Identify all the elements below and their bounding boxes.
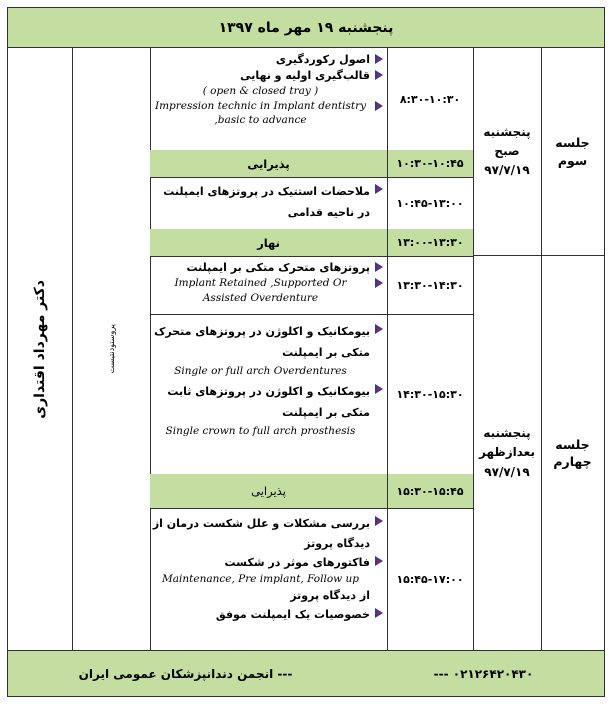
topic-cell: [151, 260, 384, 312]
topic-en: Impression technic in Implant dentistry ,basic to advance: [154, 99, 367, 127]
day-afternoon-cell: [473, 256, 541, 650]
session-3-label: جلسه: [555, 135, 590, 150]
day-part: صبح: [494, 143, 520, 158]
break-label: نهار: [257, 235, 280, 250]
topic-en: Maintenance, Pre implant, Follow up: [162, 573, 359, 586]
specialty-label: پروستودنتیست: [106, 324, 116, 374]
topic-fa: بیومکانیک و اکلوژن در پروتزهای ثابت متکی بر ایمپلنت: [167, 385, 370, 420]
list-item: [151, 68, 384, 99]
time-cell: ۱۳:۳۰-۱۴:۳۰: [396, 278, 464, 292]
specialty-cell: [72, 48, 150, 650]
topic-cell: [151, 322, 384, 472]
topic-fa: از دیدگاه پروتز: [290, 588, 370, 602]
topic-fa: اصول رکوردگیری: [275, 53, 370, 66]
time-cell: ۱۵:۴۵-۱۷:۰۰: [396, 572, 464, 586]
page-title: پنجشنبه ۱۹ مهر ماه ۱۳۹۷: [218, 19, 394, 36]
topic-en: Single or full arch Overdentures: [174, 364, 347, 377]
day-name: پنجشنبه: [483, 124, 531, 139]
list-item: [151, 382, 384, 438]
bullet-icon: [374, 384, 384, 394]
session-4-number: چهارم: [553, 454, 592, 469]
col-divider: [387, 229, 388, 256]
topic-fa: قالب‌گیری اولیه و نهایی: [240, 68, 370, 82]
time-cell: ۱۵:۳۰-۱۵:۴۵: [396, 484, 464, 498]
break-label: پذیرایی: [251, 484, 286, 498]
header-band: [8, 8, 604, 48]
session-4-cell: [541, 256, 604, 650]
bullet-icon: [374, 516, 384, 526]
time-cell: ۸:۳۰-۱۰:۳۰: [399, 92, 461, 106]
session-4-label: جلسه: [555, 436, 590, 452]
session-3-number: سوم: [557, 152, 588, 168]
footer-org: --- انجمن دندانپزشکان عمومی ایران: [78, 666, 293, 681]
list-item: [151, 554, 384, 606]
day-date: ۹۷/۷/۱۹: [484, 163, 530, 178]
topic-en: Implant Retained ,Supported Or Assisted Overdenture: [174, 276, 347, 304]
list-item: [151, 322, 384, 378]
topic-fa: بیومکانیک و اکلوژن در پروتزهای متحرک متکی بر ایمپلنت: [154, 325, 370, 359]
bullet-icon: [374, 324, 384, 334]
bullet-icon: [374, 608, 384, 618]
session-3-cell: [541, 48, 604, 256]
bullet-icon: [374, 101, 384, 111]
list-item: [151, 52, 384, 68]
list-item: [151, 182, 384, 224]
topic-cell: [151, 182, 384, 227]
col-divider: [387, 150, 388, 177]
day-date: ۹۷/۷/۱۹: [484, 464, 530, 479]
break-label: پذیرایی: [247, 156, 290, 171]
time-cell: ۱۰:۴۵-۱۳:۰۰: [396, 196, 464, 210]
day-name: پنجشنبه: [483, 426, 531, 441]
day-morning-cell: [473, 48, 541, 256]
topic-fa: ملاحضات استتیک در پروتزهای ایمپلنت در ناحیه قدامی: [163, 185, 370, 219]
time-cell: ۱۰:۳۰-۱۰:۴۵: [396, 157, 464, 170]
list-item: [151, 99, 384, 128]
bullet-icon: [374, 556, 384, 566]
topic-en: ( open & closed tray ): [202, 84, 319, 97]
lecturer-name: دکتر مهرداد اقتداری: [32, 279, 48, 419]
bullet-icon: [374, 262, 384, 272]
col-divider: [387, 474, 388, 508]
topic-en: Single crown to full arch prosthesis: [165, 425, 356, 438]
list-item: [151, 606, 384, 625]
topic-fa: خصوصیات یک ایمپلنت موفق: [215, 607, 370, 621]
topic-fa: فاکتورهای موثر در شکست: [224, 555, 370, 569]
topic-fa: پروتزهای متحرک متکی بر ایمپلنت: [186, 261, 370, 274]
time-cell: ۱۴:۳۰-۱۵:۳۰: [396, 387, 464, 401]
list-item: [151, 276, 384, 305]
bullet-icon: [374, 184, 384, 194]
topic-fa: بررسی مشکلات و علل شکست درمان از دیدگاه پروتز: [152, 517, 370, 550]
bullet-icon: [374, 70, 384, 80]
bullet-icon: [374, 278, 384, 288]
time-cell: ۱۳:۰۰-۱۳:۳۰: [396, 236, 464, 249]
list-item: [151, 514, 384, 554]
topic-cell: [151, 514, 384, 648]
footer-band: [8, 650, 604, 696]
list-item: [151, 260, 384, 276]
topic-cell: [151, 52, 384, 148]
footer-phone: ۰۲۱۲۶۴۲۰۴۳۰ ---: [433, 666, 534, 681]
bullet-icon: [374, 54, 384, 64]
day-part: بعدازظهر: [479, 445, 535, 460]
lecturer-cell: [8, 48, 72, 650]
